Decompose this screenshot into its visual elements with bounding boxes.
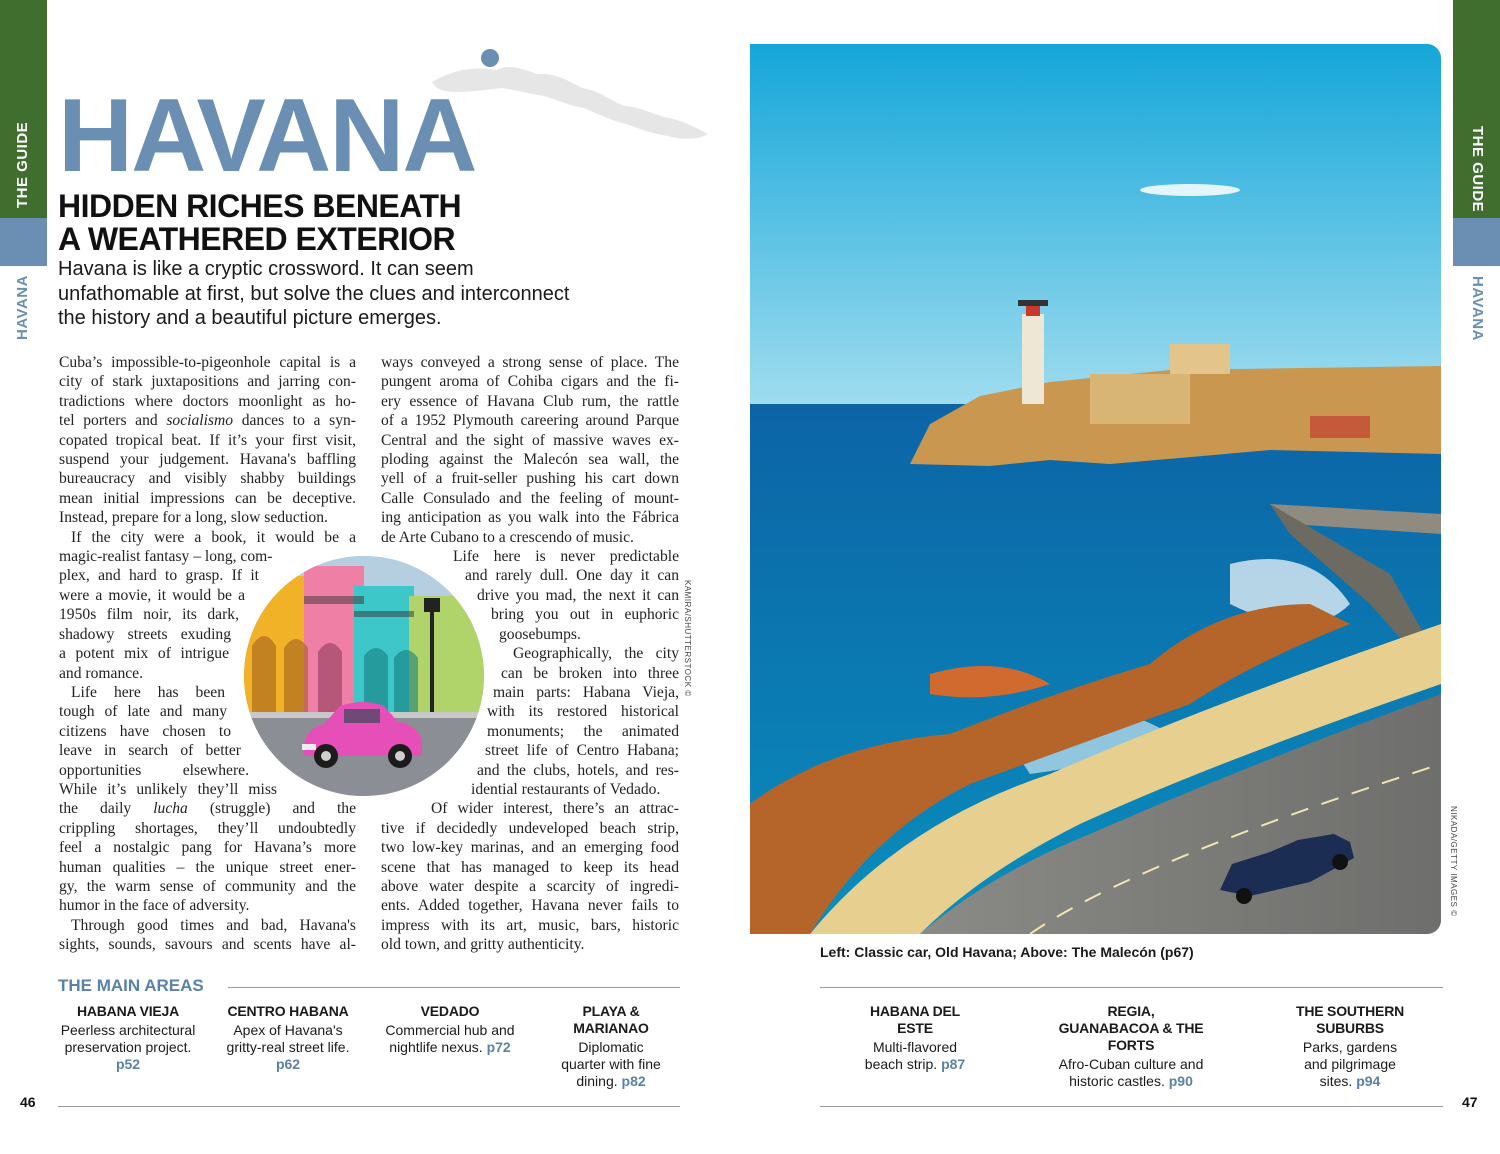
- body-text-line: gy, the warm sense of community and the: [59, 877, 356, 895]
- body-text-line: If the city were a book, it would be a: [71, 528, 356, 546]
- area-page-link[interactable]: p62: [275, 1056, 301, 1072]
- footer-rule-right: [820, 1106, 1443, 1107]
- body-text-line: ery essence of Havana Club rum, the rattle: [381, 392, 679, 410]
- area-name: HABANA VIEJA: [76, 1003, 180, 1019]
- body-text-line: leave in search of better: [59, 742, 241, 760]
- body-text-line: and rarely dull. One day it can: [465, 567, 679, 585]
- page-subtitle: [58, 190, 518, 256]
- area-page-link[interactable]: p94: [1356, 1073, 1381, 1089]
- body-text-line: ways conveyed a strong sense of place. The: [381, 354, 679, 371]
- area-page-link[interactable]: p82: [621, 1073, 646, 1089]
- body-text-line: impress with its art, music, bars, historic: [381, 916, 679, 934]
- body-text-line: feel a nostalgic pang for Havana’s more: [59, 839, 356, 857]
- guide-tab-label-left: THE GUIDE: [14, 121, 31, 208]
- section-tab-left: [0, 218, 47, 266]
- section-label-left: HAVANA: [14, 275, 31, 340]
- body-text-line: idential restaurants of Vedado.: [471, 780, 661, 798]
- body-text-line: monuments; the animated: [487, 722, 679, 740]
- area-page-link[interactable]: p90: [1168, 1073, 1193, 1089]
- area-name: THE SOUTHERN SUBURBS: [1295, 1003, 1405, 1036]
- photo-credit-circle: KAMIRA/SHUTTERSTOCK ©: [683, 580, 692, 697]
- body-text-line: crippling shortages, they’ll undoubtedly: [59, 819, 356, 837]
- classic-car-photo: [244, 556, 484, 796]
- area-centro-habana[interactable]: [218, 1003, 358, 1073]
- area-desc: Apex of Havana's gritty-real street life. p62: [226, 1022, 350, 1072]
- main-areas-title: THE MAIN AREAS: [58, 976, 204, 995]
- body-text-line: 1950s film noir, its dark,: [59, 606, 239, 624]
- body-text-line: ploding against the Malecón sea wall, the: [381, 451, 679, 469]
- body-text-line: a potent mix of intrigue: [59, 645, 229, 663]
- subtitle-line: A WEATHERED EXTERIOR: [58, 221, 456, 257]
- body-text-line: ing anticipation as you walk into the Fábrica: [381, 509, 679, 527]
- body-text-line: Central and the sight of massive waves ex-: [381, 431, 679, 449]
- area-playa-marianao[interactable]: [544, 1003, 678, 1090]
- body-text-line: city of stark juxtapositions and jarring con-: [59, 373, 356, 391]
- body-text-line: magic-realist fantasy – long, com-: [59, 548, 273, 566]
- body-text-line: tough of late and many: [59, 703, 227, 721]
- area-habana-del-este[interactable]: [852, 1003, 978, 1073]
- body-text-line: plex, and hard to grasp. If it: [59, 567, 259, 585]
- area-desc: Peerless architectural preservation project. p52: [60, 1022, 196, 1072]
- area-name: VEDADO: [420, 1003, 480, 1019]
- area-habana-vieja[interactable]: [58, 1003, 198, 1073]
- body-text-line: Through good times and bad, Havana's: [71, 916, 356, 934]
- body-text-line: scene that has managed to keep its head: [381, 858, 679, 876]
- body-text-line: drive you mad, the next it can: [477, 586, 679, 604]
- body-text-line: Geographically, the city: [513, 645, 679, 663]
- guide-tab-label-right: THE GUIDE: [1469, 126, 1486, 213]
- photo-credit-main: NIKADA/GETTY IMAGES ©: [1449, 806, 1458, 917]
- body-text-line: with its restored historical: [487, 703, 679, 721]
- body-text-line: mean initial impressions can be deceptive.: [59, 489, 356, 507]
- area-desc: Afro-Cuban culture and historic castles. p90: [1058, 1056, 1204, 1089]
- area-name: PLAYA & MARIANAO: [573, 1003, 649, 1036]
- footer-rule-left: [58, 1106, 680, 1107]
- body-text-line: copated tropical beat. If it’s your first visit,: [59, 431, 356, 449]
- malecon-photo: [750, 44, 1441, 934]
- body-text-line: tel porters and socialismo dances to a syn-: [59, 412, 356, 430]
- havana-location-dot: [481, 49, 499, 67]
- area-page-link[interactable]: p87: [941, 1056, 966, 1072]
- section-tab-right: [1453, 218, 1500, 266]
- area-regla-guanabacoa[interactable]: [1050, 1003, 1212, 1090]
- body-text-line: citizens have chosen to: [59, 722, 231, 740]
- body-text-line: opportunities elsewhere.: [59, 761, 249, 779]
- body-text-line: tradictions where doctors moonlight as ho-: [59, 392, 356, 410]
- page-title: HAVANA: [58, 78, 476, 194]
- area-name: HABANA DEL ESTE: [869, 1003, 961, 1036]
- photo-caption: Left: Classic car, Old Havana; Above: The Malecón (p67): [820, 944, 1194, 960]
- area-desc: Commercial hub and nightlife nexus. p72: [385, 1022, 515, 1055]
- area-name: REGIA, GUANABACOA & THE FORTS: [1058, 1003, 1204, 1053]
- body-text-line: can be broken into three: [501, 664, 679, 682]
- divider-left: [228, 987, 680, 988]
- subtitle-line: HIDDEN RICHES BENEATH: [58, 188, 462, 224]
- body-text-line: were a movie, it would be a: [59, 586, 245, 604]
- body-text-line: bureaucracy and visibly shabby buildings: [59, 470, 356, 488]
- area-name: CENTRO HABANA: [227, 1003, 349, 1019]
- area-page-link[interactable]: p52: [115, 1056, 141, 1072]
- body-text-line: ents. Added together, Havana never fails to: [381, 897, 679, 915]
- body-text-line: While it’s unlikely they’ll miss: [59, 780, 277, 798]
- body-text-line: suspend your judgement. Havana's baffling: [59, 451, 356, 469]
- area-desc: Diplomatic quarter with fine dining. p82: [561, 1039, 661, 1089]
- divider-right: [820, 987, 1443, 988]
- body-text-line: shadowy streets exuding: [59, 625, 231, 643]
- area-southern-suburbs[interactable]: [1262, 1003, 1438, 1090]
- body-text-line: and the clubs, hotels, and res-: [477, 761, 679, 779]
- body-text-line: old town, and gritty authenticity.: [381, 936, 585, 954]
- body-text-line: main parts: Habana Vieja,: [493, 683, 679, 701]
- area-desc: Parks, gardens and pilgrimage sites. p94: [1302, 1039, 1398, 1089]
- body-text-line: and romance.: [59, 664, 143, 682]
- body-text-line: humor in the face of adversity.: [59, 897, 250, 915]
- body-text-line: pungent aroma of Cohiba cigars and the fi-: [381, 373, 679, 391]
- page-number-right: 47: [1462, 1094, 1478, 1110]
- body-text-line: human qualities – the unique street ener-: [59, 858, 356, 876]
- lead-paragraph: Havana is like a cryptic crossword. It can seem unfathomable at first, but solve the clues and interconnect the history and a beautiful picture emerges.: [58, 258, 570, 329]
- body-text-line: Of wider interest, there’s an attrac-: [431, 800, 679, 818]
- area-page-link[interactable]: p72: [486, 1039, 511, 1055]
- body-text-line: de Arte Cubano to a crescendo of music.: [381, 528, 634, 546]
- body-text-line: Instead, prepare for a long, slow seduction.: [59, 509, 328, 527]
- body-text-line: Cuba’s impossible-to-pigeonhole capital is a: [59, 354, 356, 371]
- body-text-line: bring you out in euphoric: [491, 606, 679, 624]
- area-vedado[interactable]: [384, 1003, 516, 1056]
- body-text-line: tive if decidedly undeveloped beach strip,: [381, 819, 679, 837]
- section-label-right: HAVANA: [1469, 276, 1486, 341]
- body-text-line: street life of Centro Habana;: [485, 742, 679, 760]
- page-number-left: 46: [20, 1094, 36, 1110]
- body-text-line: yell of a fruit-seller pushing his cart down: [381, 470, 679, 488]
- body-text-line: goosebumps.: [499, 625, 581, 643]
- body-text-line: Life here has been: [71, 683, 225, 701]
- body-text-line: the daily lucha (struggle) and the: [59, 800, 356, 818]
- body-text-line: Life here is never predictable: [453, 548, 679, 566]
- body-text-line: sights, sounds, savours and scents have al-: [59, 936, 356, 954]
- area-desc: Multi-flavored beach strip. p87: [864, 1039, 966, 1072]
- body-text-line: above water despite a scarcity of ingredi-: [381, 877, 679, 895]
- body-text-line: two low-key marinas, and an emerging food: [381, 839, 679, 857]
- body-text-line: Calle Consulado and the feeling of mount-: [381, 489, 679, 507]
- body-text-line: of a 1952 Plymouth careering around Parque: [381, 412, 679, 430]
